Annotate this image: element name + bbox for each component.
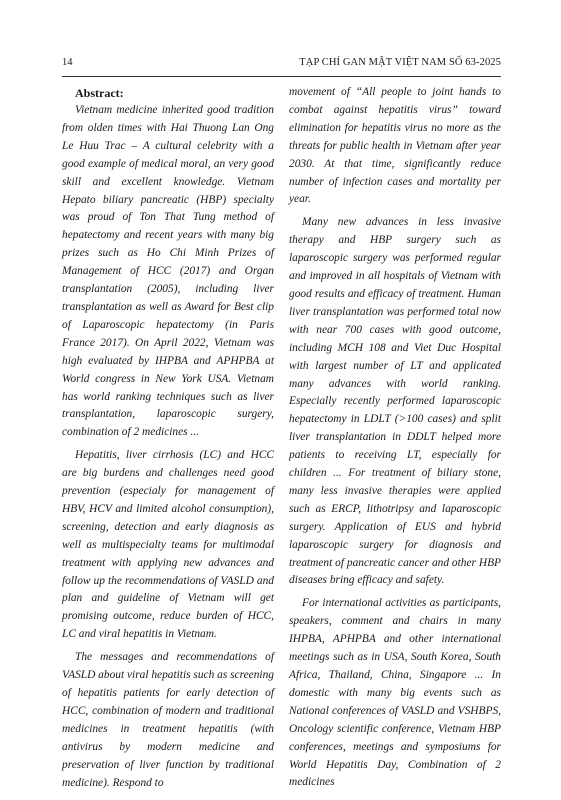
abstract-paragraph-1: Vietnam medicine inherited good tradition from olden times with Hai Thuong Lan Ong Le Huu Trac – A cultural celebrity with a good example of medical moral, an very good skill and excellent knowledge. Vietnam Hepato biliary pancreatic (HBP) specialty was proud of Ton That Tung method of hepatectomy and recent years with many big prizes such as Ho Chi Minh Prizes of Management of HCC (2017) and Organ transplantation (2005), including liver transplantation as well as Award for Best clip of Laparoscopic hepatectomy (in Paris France 2017). On April 2022, Vietnam was high evaluated by IHPBA and APHPBA at World congress in New York USA. Vietnam has world ranking techniques such as liver transplantation, laparoscopic surgery, combination of 2 medicines ... <box>62 104 274 439</box>
running-header <box>62 57 501 75</box>
abstract-paragraph-3: The messages and recommendations of VASLD about viral hepatitis such as screening of hepatitis patients for early detection of HCC, combination of modern and traditional medicines in treatment hepatitis (with antivirus by modern medicine and preservation of liver function by traditional medicine). Respond to <box>62 651 274 789</box>
left-column <box>62 84 274 792</box>
abstract-paragraph-6: For international activities as participants, speakers, comment and chairs in many IHPBA, APHPBA and other international meetings such as in USA, South Korea, South Africa, Thailand, China, Singapore ... In domestic with many big events such as National conferences of VASLD and VSHBPS, Oncology scientific conference, Vietnam HBP conferences, meetings and symposiums for World Hepatitis Day, Combination of 2 medicines <box>289 597 501 789</box>
journal-title: TẠP CHÍ GAN MẬT VIỆT NAM SỐ 63-2025 <box>299 57 501 68</box>
abstract-paragraph-5: Many new advances in less invasive therapy and HBP surgery such as laparoscopic surgery was performed regular and improved in all hospitals of Vietnam with good results and efficacy of treatment. Human liver transplantation was performed total now with near 700 cases with good outcome, including MCH 108 and Viet Duc Hospital with largest number of LT and applicated many advances with world ranking. Especially recently performed laparoscopic hepatectomy in LDLT (>100 cases) and split liver transplantation in DDLT helped more patients to receiving LT, especially for children ... For treatment of biliary stone, many less invasive therapies were applied such as ERCP, lithotripsy and laparoscopic surgery. Application of EUS and hybrid laparoscopic surgery for diagnosis and treatment of pancreatic cancer and other HBP diseases bring efficacy and safety. <box>289 216 501 587</box>
abstract-paragraph-2: Hepatitis, liver cirrhosis (LC) and HCC are big burdens and challenges need good prevention (especialy for management of HBV, HCV and limited alcohol consumption), screening, detection and early diagnosis as well as multispecialty teams for multimodal treatment with applying new advances and follow up the recommendations of VASLD and plan and guideline of Vietnam will get promising outcome, reduce burden of HCC, LC and viral hepatitis in Vietnam. <box>62 449 274 641</box>
abstract-heading: Abstract: <box>75 86 124 100</box>
right-column <box>289 84 501 792</box>
abstract-paragraph-4: movement of “All people to joint hands to combat against hepatitis virus” toward elimination for hepatitis virus no more as the threats for public health in Vietnam after year 2030. At that time, significantly reduce number of infection cases and mortality per year. <box>289 86 501 206</box>
header-rule <box>62 76 501 77</box>
page-number: 14 <box>62 57 73 68</box>
